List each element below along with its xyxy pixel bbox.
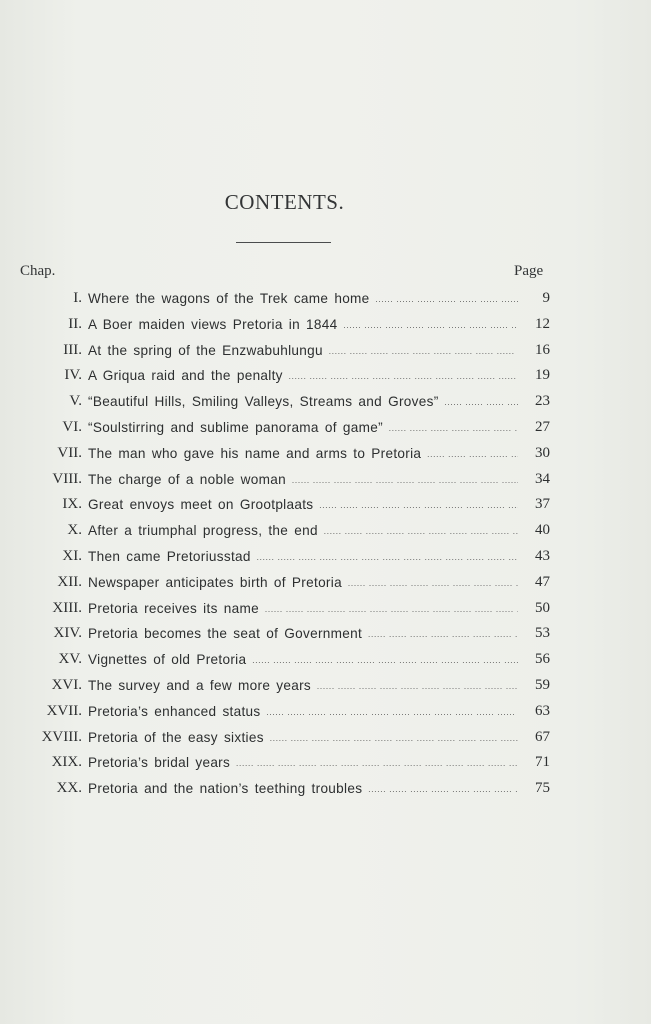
dot-leader <box>389 416 518 442</box>
chapter-entry <box>88 312 518 340</box>
chapter-number: IX. <box>62 496 82 513</box>
chapter-title: A Griqua raid and the penalty <box>88 368 283 384</box>
page-number: 40 <box>535 522 550 539</box>
chapter-entry <box>88 338 518 366</box>
page-number: 53 <box>535 625 550 642</box>
dot-leader <box>376 287 518 313</box>
toc-entry <box>0 596 651 622</box>
toc-entry <box>0 286 651 312</box>
chapter-number: IV. <box>64 367 82 384</box>
page-number: 37 <box>535 496 550 513</box>
page-title: CONTENTS. <box>224 190 345 214</box>
dot-leader <box>317 674 518 700</box>
chapter-number: XVII. <box>46 702 82 719</box>
chapter-entry <box>88 467 518 495</box>
toc-entry <box>0 492 651 518</box>
chapter-entry <box>88 776 518 804</box>
page-number: 50 <box>535 599 550 616</box>
chapter-number: VII. <box>57 444 82 461</box>
chapter-entry <box>88 441 518 469</box>
chapter-entry <box>88 363 518 391</box>
dot-leader <box>319 493 518 519</box>
title-divider <box>236 242 331 243</box>
toc-entry <box>0 673 651 699</box>
chapter-title: The survey and a few more years <box>88 677 312 693</box>
dot-leader <box>348 571 518 597</box>
chapter-number: XVIII. <box>41 728 82 745</box>
chapter-title: Then came Pretoriusstad <box>88 548 251 564</box>
chapter-title: The man who gave his name and arms to Pretoria <box>88 445 422 461</box>
dot-leader <box>445 390 518 416</box>
toc-entry <box>0 544 651 570</box>
chapter-column-heading: Chap. <box>20 263 56 279</box>
chapter-title: At the spring of the Enzwabuhlungu <box>88 342 323 358</box>
chapter-entry <box>88 570 518 598</box>
chapter-number: XVI. <box>51 676 82 693</box>
page-number: 27 <box>535 418 550 435</box>
toc-entry <box>0 467 651 493</box>
chapter-entry <box>88 286 518 314</box>
chapter-number: XI. <box>62 547 82 564</box>
page-number: 23 <box>535 393 550 410</box>
chapter-title: After a triumphal progress, the end <box>88 523 318 539</box>
dot-leader <box>252 648 518 674</box>
chapter-title: Pretoria’s enhanced status <box>88 703 261 719</box>
page-number: 43 <box>535 547 550 564</box>
chapter-title: Pretoria of the easy sixties <box>88 729 264 745</box>
chapter-number: VI. <box>62 418 82 435</box>
toc-entry <box>0 415 651 441</box>
dot-leader <box>344 313 519 339</box>
toc-entry <box>0 621 651 647</box>
chapter-number: XIX. <box>51 754 82 771</box>
chapter-entry <box>88 621 518 649</box>
dot-leader <box>324 519 518 545</box>
toc-entry <box>0 725 651 751</box>
chapter-title: The charge of a noble woman <box>88 471 286 487</box>
toc-entry <box>0 441 651 467</box>
dot-leader <box>267 700 518 726</box>
dot-leader <box>265 597 518 623</box>
toc-entry <box>0 647 651 673</box>
dot-leader <box>270 726 518 752</box>
dot-leader <box>368 622 518 648</box>
chapter-title: A Boer maiden views Pretoria in 1844 <box>88 316 338 332</box>
page-number: 30 <box>535 444 550 461</box>
page-number: 56 <box>535 651 550 668</box>
page-number: 67 <box>535 728 550 745</box>
chapter-title: Great envoys meet on Grootplaats <box>88 497 314 513</box>
page-number: 59 <box>535 676 550 693</box>
chapter-number: XV. <box>58 651 82 668</box>
dot-leader <box>329 339 518 365</box>
chapter-entry <box>88 415 518 443</box>
page-number: 71 <box>535 754 550 771</box>
dot-leader <box>289 364 518 390</box>
chapter-number: XIII. <box>52 599 82 616</box>
chapter-entry <box>88 544 518 572</box>
chapter-entry <box>88 750 518 778</box>
chapter-entry <box>88 389 518 417</box>
toc-entry <box>0 518 651 544</box>
page-number: 9 <box>542 290 550 306</box>
chapter-number: V. <box>69 393 82 410</box>
chapter-entry <box>88 518 518 546</box>
toc-entry <box>0 570 651 596</box>
chapter-number: II. <box>68 315 82 332</box>
toc-entry <box>0 750 651 776</box>
page-number: 75 <box>535 780 550 797</box>
toc-entry <box>0 699 651 725</box>
toc-entry <box>0 363 651 389</box>
chapter-title: “Beautiful Hills, Smiling Valleys, Streams and Groves” <box>88 394 439 410</box>
chapter-title: Pretoria’s bridal years <box>88 755 231 771</box>
toc-entry <box>0 776 651 802</box>
chapter-title: Newspaper anticipates birth of Pretoria <box>88 574 342 590</box>
chapter-title: Where the wagons of the Trek came home <box>88 291 370 306</box>
chapter-entry <box>88 492 518 520</box>
page-number: 63 <box>535 702 550 719</box>
chapter-title: Pretoria receives its name <box>88 600 259 616</box>
page-number: 47 <box>535 573 550 590</box>
chapter-title: Pretoria and the nation’s teething troubles <box>88 781 363 797</box>
chapter-number: III. <box>63 341 82 358</box>
page-number: 34 <box>535 470 550 487</box>
toc-entry <box>0 338 651 364</box>
dot-leader <box>292 468 518 494</box>
chapter-entry <box>88 647 518 675</box>
chapter-number: XII. <box>57 573 82 590</box>
chapter-number: XX. <box>56 780 82 797</box>
dot-leader <box>257 545 518 571</box>
chapter-number: VIII. <box>52 470 82 487</box>
chapter-entry <box>88 725 518 753</box>
chapter-title: “Soulstirring and sublime panorama of game” <box>88 419 383 435</box>
chapter-entry <box>88 673 518 701</box>
chapter-entry <box>88 699 518 727</box>
toc-entry <box>0 389 651 415</box>
chapter-number: I. <box>73 290 82 306</box>
chapter-title: Pretoria becomes the seat of Government <box>88 626 363 642</box>
dot-leader <box>236 751 518 777</box>
chapter-entry <box>88 596 518 624</box>
page-column-heading: Page <box>514 263 544 279</box>
chapter-title: Vignettes of old Pretoria <box>88 652 247 668</box>
table-of-contents <box>0 286 651 802</box>
chapter-number: X. <box>67 522 82 539</box>
page-number: 12 <box>535 315 550 332</box>
dot-leader <box>368 777 518 803</box>
page-number: 19 <box>535 367 550 384</box>
toc-entry <box>0 312 651 338</box>
page-number: 16 <box>535 341 550 358</box>
chapter-number: XIV. <box>53 625 82 642</box>
dot-leader <box>427 442 518 468</box>
